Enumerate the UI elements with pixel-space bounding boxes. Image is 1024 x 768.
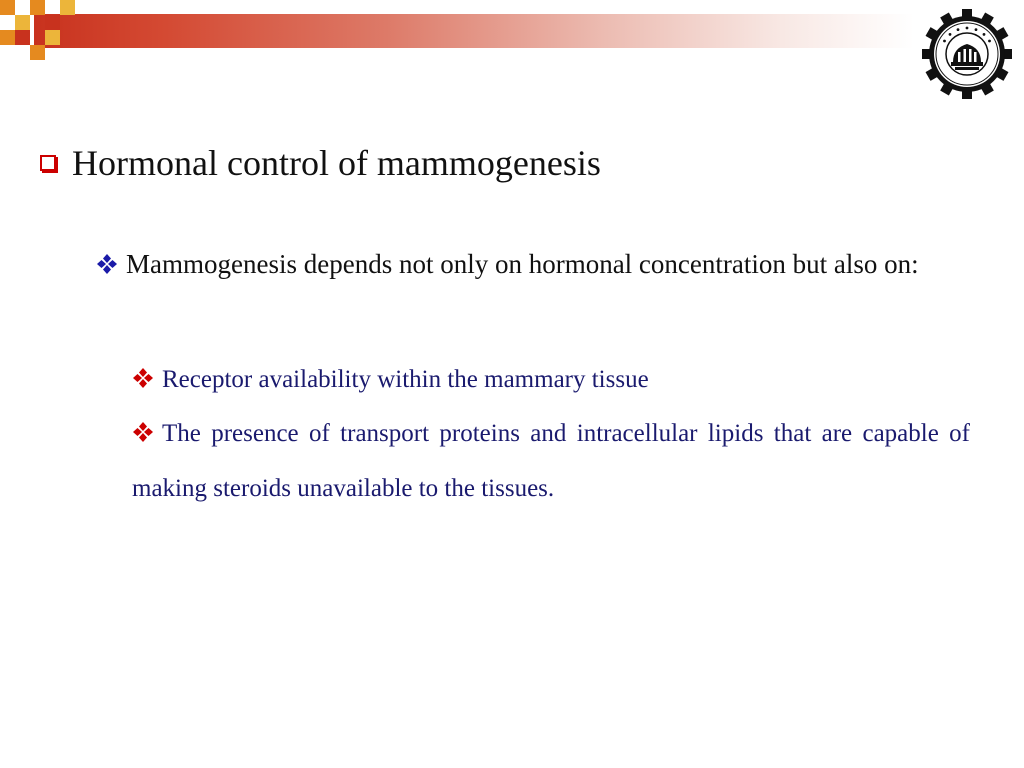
header-square — [0, 0, 15, 15]
sub-bullet-text: The presence of transport proteins and intracellular lipids that are capable of making steroids unavailable to the tissues. — [132, 420, 970, 502]
sub-bullet-text: Receptor availability within the mammary tissue — [162, 366, 649, 393]
hollow-square-bullet-icon — [40, 155, 56, 171]
university-logo — [922, 9, 1012, 99]
sub-bullet — [132, 352, 970, 407]
slide-title: Hormonal control of mammogenesis — [72, 143, 601, 183]
header-square — [0, 30, 15, 45]
main-bullet — [96, 236, 970, 293]
header-square — [60, 0, 75, 15]
header-square — [45, 30, 60, 45]
four-diamond-bullet-icon — [96, 253, 118, 275]
header-square — [30, 0, 45, 15]
four-diamond-bullet-icon — [132, 421, 154, 443]
header-square — [30, 45, 45, 60]
header-square — [15, 30, 30, 45]
header-square — [15, 15, 30, 30]
header-gradient-bar — [34, 14, 914, 48]
header-square — [45, 15, 60, 30]
title-row — [40, 140, 1000, 186]
main-bullet-text: Mammogenesis depends not only on hormonal concentration but also on: — [126, 249, 919, 279]
sub-bullet — [132, 406, 970, 516]
four-diamond-bullet-icon — [132, 367, 154, 389]
